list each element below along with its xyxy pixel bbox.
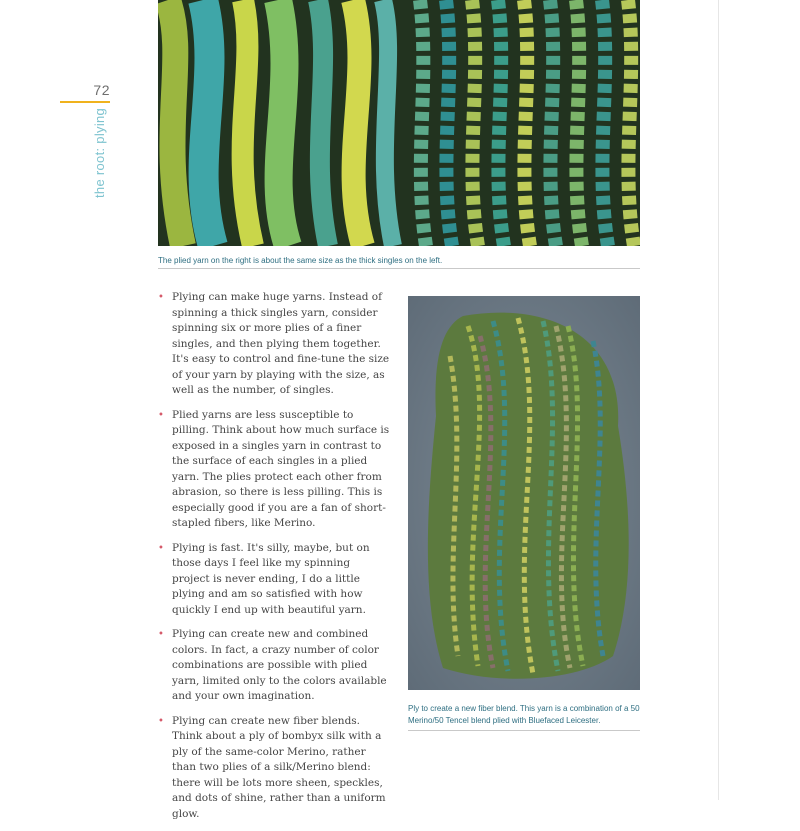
list-item <box>158 290 390 399</box>
list-item <box>158 627 390 705</box>
section-label: the root: plying <box>92 107 107 198</box>
list-item-text: Plying can make huge yarns. Instead of spinning a thick singles yarn, consider spinning six or more plies of a finer singles, and then plying them together. It's easy to control and fine-tune the size of your yarn by playing with the size, as well as the number, of singles. <box>172 291 390 396</box>
right-caption-rule <box>408 730 640 731</box>
bullet-icon: • <box>158 629 164 640</box>
bullet-icon: • <box>158 542 164 554</box>
bullet-icon: • <box>158 715 164 727</box>
list-item <box>158 408 390 532</box>
plied-vs-singles-photo <box>158 0 640 246</box>
list-item <box>158 714 390 823</box>
list-item <box>158 541 390 619</box>
fiber-blend-skein-photo <box>408 296 640 690</box>
page-edge-divider <box>718 0 719 800</box>
page-number: 72 <box>93 82 110 98</box>
bullet-icon: • <box>158 409 164 421</box>
list-item-text: Plying can create new and combined colors. In fact, a crazy number of color combinations are possible with plied yarn, limited only to the colors available and your own imagination. <box>172 628 387 702</box>
plying-benefits-list <box>158 290 390 831</box>
page-number-rule <box>60 101 110 103</box>
list-item-text: Plying is fast. It's silly, maybe, but on those days I feel like my spinning project is never ending, I do a little plying and am so satisfied with how quickly I end up with beautiful yarn. <box>172 541 370 616</box>
top-photo-caption: The plied yarn on the right is about the same size as the thick singles on the left. <box>158 256 443 265</box>
bullet-icon: • <box>158 292 164 303</box>
list-item-text: Plying can create new fiber blends. Think about a ply of bombyx silk with a ply of the same-color Merino, rather than two plies of a silk/Merino blend: there will be lots more sheen, speckles, and dots of shine, rather than a uniform glow. <box>172 714 386 820</box>
list-item-text: Plied yarns are less susceptible to pilling. Think about how much surface is exposed in a singles yarn in contrast to the surface of each singles in a plied yarn. The plies protect each other from abrasion, so there is less pilling. This is especially good if you are a fan of short-stapled fibers, like Merino. <box>172 408 390 529</box>
top-caption-rule <box>158 268 640 269</box>
right-photo-caption: Ply to create a new fiber blend. This yarn is a combination of a 50 Merino/50 Tencel blend plied with Bluefaced Leicester. <box>408 704 640 725</box>
